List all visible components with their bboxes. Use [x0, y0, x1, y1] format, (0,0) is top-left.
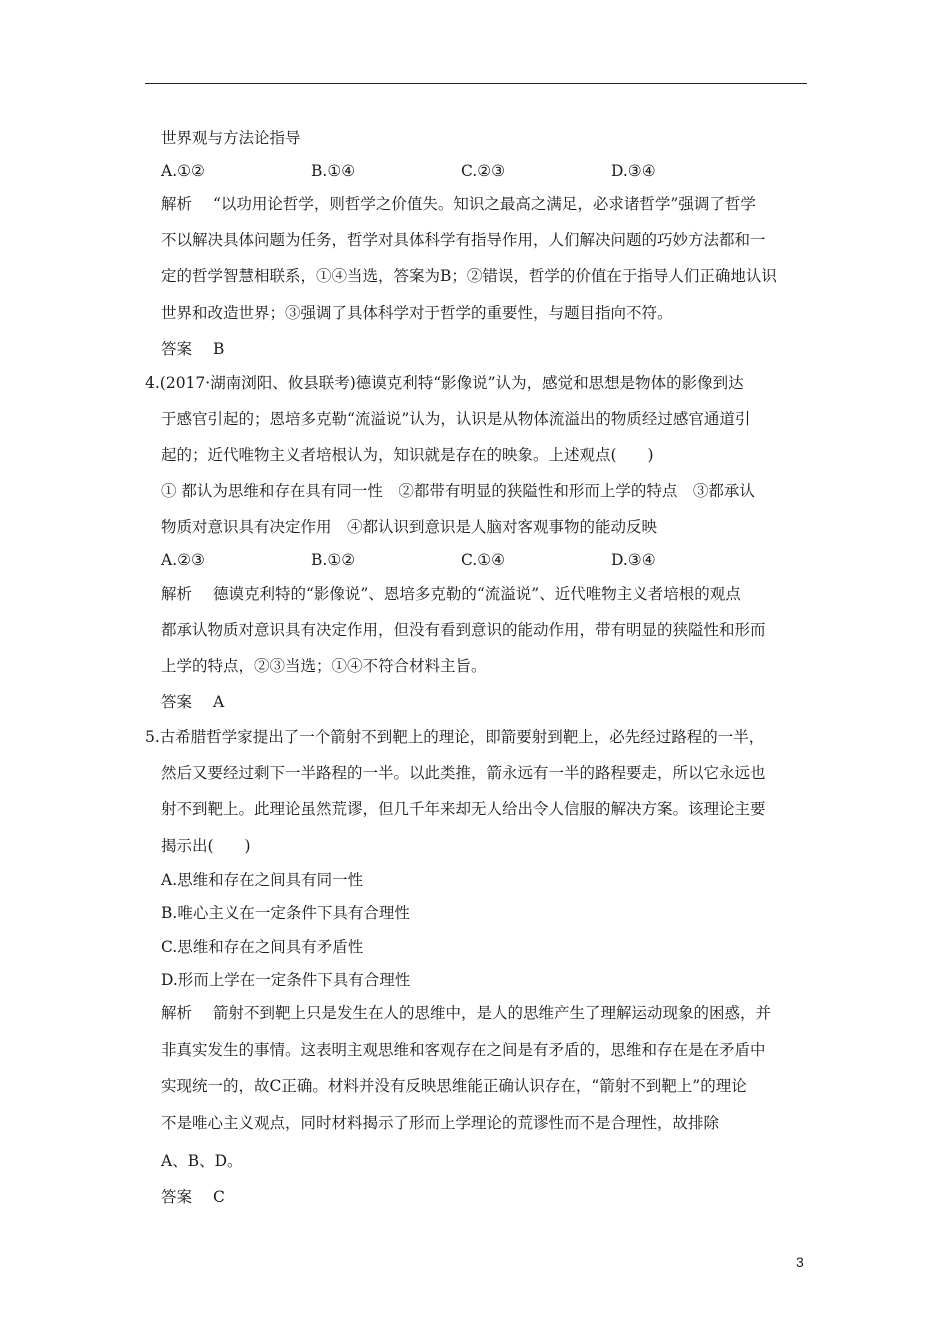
- q4-option-a: A.②③: [161, 551, 205, 569]
- q5-analysis-line: 不是唯心主义观点，同时材料揭示了形而上学理论的荒谬性而不是合理性，故排除: [161, 1114, 720, 1132]
- q4-option-c: C.①④: [461, 551, 506, 569]
- q5-analysis-line: 实现统一的，故C正确。材料并没有反映思维能正确认识存在，“箭射不到靶上”的理论: [161, 1077, 747, 1095]
- q4-analysis-line: 上学的特点，②③当选；①④不符合材料主旨。: [161, 657, 487, 675]
- q4-analysis-line: 都承认物质对意识具有决定作用，但没有看到意识的能动作用，带有明显的狭隘性和形而: [161, 621, 766, 639]
- q3-answer: [161, 339, 224, 359]
- q4-answer-value: A: [213, 693, 225, 711]
- q4-analysis-label: 解析: [161, 585, 193, 603]
- q5-answer-label: 答案: [161, 1188, 193, 1206]
- q5-stem-line: 揭示出( ): [161, 837, 251, 855]
- q3-option-d: D.③④: [611, 162, 656, 180]
- q3-analysis-line: 世界和改造世界；③强调了具体科学对于哲学的重要性，与题目指向不符。: [161, 304, 673, 322]
- q4-stem-line: 4.(2017·湖南浏阳、攸县联考)德谟克利特“影像说”认为，感觉和思想是物体的影像到达: [145, 374, 744, 392]
- q5-analysis-line: 解析 箭射不到靶上只是发生在人的思维中，是人的思维产生了理解运动现象的困惑，并: [161, 1004, 772, 1022]
- q3-option-b: B.①④: [311, 162, 356, 180]
- page-number: 3: [796, 1254, 804, 1270]
- q5-analysis-line: 非真实发生的事情。这表明主观思维和客观存在之间是有矛盾的，思维和存在是在矛盾中: [161, 1041, 766, 1059]
- q5-stem-line: 射不到靶上。此理论虽然荒谬，但几千年来却无人给出令人信服的解决方案。该理论主要: [161, 800, 766, 818]
- q5-analysis-label: 解析: [161, 1004, 193, 1022]
- q4-options: [161, 550, 761, 570]
- q4-option-d: D.③④: [611, 551, 656, 569]
- q3-answer-value: B: [213, 340, 225, 358]
- q3-analysis-line: 定的哲学智慧相联系，①④当选，答案为B；②错误，哲学的价值在于指导人们正确地认识: [161, 267, 777, 285]
- q5-option-b: B.唯心主义在一定条件下具有合理性: [161, 904, 410, 922]
- q5-answer-value: C: [213, 1188, 225, 1206]
- q4-statements-line: ① 都认为思维和存在具有同一性 ②都带有明显的狭隘性和形而上学的特点 ③都承认: [161, 482, 755, 500]
- q3-options: [161, 161, 761, 181]
- q4-answer: [161, 692, 224, 712]
- q4-analysis-line: 解析 德谟克利特的“影像说”、恩培多克勒的“流溢说”、近代唯物主义者培根的观点: [161, 585, 741, 603]
- q5-option-d: D.形而上学在一定条件下具有合理性: [161, 971, 411, 989]
- q5-stem-line: 然后又要经过剩下一半路程的一半。以此类推，箭永远有一半的路程要走，所以它永远也: [161, 764, 766, 782]
- q3-stem-tail: 世界观与方法论指导: [161, 129, 301, 147]
- q5-stem-line: 5.古希腊哲学家提出了一个箭射不到靶上的理论，即箭要射到靶上，必先经过路程的一半，: [145, 728, 765, 746]
- q4-option-b: B.①②: [311, 551, 356, 569]
- header-rule: [145, 83, 807, 84]
- q5-answer: [161, 1187, 225, 1207]
- q5-analysis-line: A、B、D。: [161, 1152, 243, 1170]
- q3-option-c: C.②③: [461, 162, 506, 180]
- q4-stem-line: 起的；近代唯物主义者培根认为，知识就是存在的映象。上述观点( ): [161, 446, 654, 464]
- q3-analysis-line: 解析 “以功用论哲学，则哲学之价值失。知识之最高之满足，必求诸哲学”强调了哲学: [161, 195, 756, 213]
- q3-analysis-line: 不以解决具体问题为任务，哲学对具体科学有指导作用，人们解决问题的巧妙方法都和一: [161, 231, 766, 249]
- q4-statements-line: 物质对意识具有决定作用 ④都认识到意识是人脑对客观事物的能动反映: [161, 518, 658, 536]
- q5-option-c: C.思维和存在之间具有矛盾性: [161, 938, 364, 956]
- q3-answer-label: 答案: [161, 340, 193, 358]
- q4-answer-label: 答案: [161, 693, 193, 711]
- q3-option-a: A.①②: [161, 162, 205, 180]
- q4-stem-line: 于感官引起的；恩培多克勒“流溢说”认为，认识是从物体流溢出的物质经过感官通道引: [161, 410, 751, 428]
- q3-analysis-label: 解析: [161, 195, 193, 213]
- q5-option-a: A.思维和存在之间具有同一性: [161, 871, 364, 889]
